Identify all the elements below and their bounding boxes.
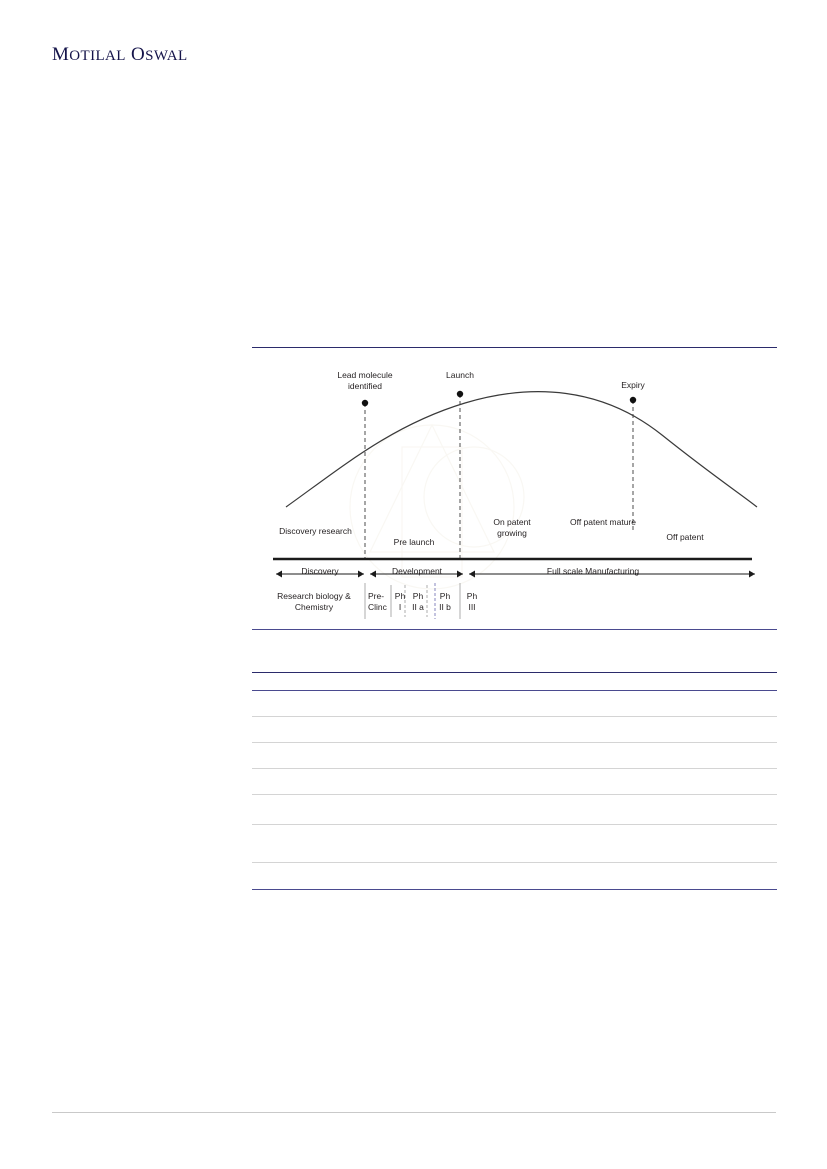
phase-label-discovery-research: Discovery research	[279, 526, 352, 536]
data-table	[252, 672, 777, 890]
table-rule-top	[252, 672, 777, 673]
marker-dot-lead-molecule	[362, 400, 368, 406]
stage-phase-2b: Ph II b	[439, 591, 451, 612]
watermark	[350, 425, 524, 589]
phase-label-pre-launch: Pre launch	[393, 537, 435, 547]
stage-phase-2a: Ph II a	[412, 591, 424, 612]
brand-motilal-initial: M	[52, 44, 70, 65]
table-row-divider	[252, 716, 777, 717]
phase-label-on-patent-growing: On patent growing	[493, 517, 531, 538]
table-row-divider	[252, 742, 777, 743]
marker-dot-expiry	[630, 397, 636, 403]
stage-research-biology-chemistry: Research biology & Chemistry	[277, 591, 351, 612]
company-logo	[52, 44, 188, 66]
axis-label-development: Development	[391, 566, 443, 576]
brand-oswal-rest: SWAL	[145, 48, 188, 64]
annotation-launch: Launch	[446, 370, 474, 380]
brand-motilal-rest: OTILAL	[69, 48, 126, 64]
annotation-lead-molecule: Lead molecule identified	[337, 370, 393, 391]
stage-pre-clinic: Pre- Clinc	[368, 591, 387, 612]
stage-phase-3: Ph III	[466, 591, 478, 612]
axis-label-discovery: Discovery	[301, 566, 339, 576]
phase-label-off-patent-mature: Off patent mature	[570, 517, 636, 527]
axis-label-full-scale-manufacturing: Full scale Manufacturing	[546, 566, 640, 576]
footer-rule	[52, 1112, 776, 1113]
table-rule-bottom	[252, 889, 777, 890]
lifecycle-curve	[286, 392, 757, 507]
marker-dot-launch	[457, 391, 463, 397]
phase-label-off-patent: Off patent	[666, 532, 704, 542]
annotation-expiry: Expiry	[621, 380, 645, 390]
table-row-divider	[252, 768, 777, 769]
table-row-divider	[252, 794, 777, 795]
product-lifecycle-figure	[252, 347, 777, 630]
table-row-divider	[252, 862, 777, 863]
brand-oswal-initial: O	[131, 44, 146, 65]
table-row-divider	[252, 824, 777, 825]
table-rule-header	[252, 690, 777, 691]
stage-phase-1: Ph I	[394, 591, 406, 612]
